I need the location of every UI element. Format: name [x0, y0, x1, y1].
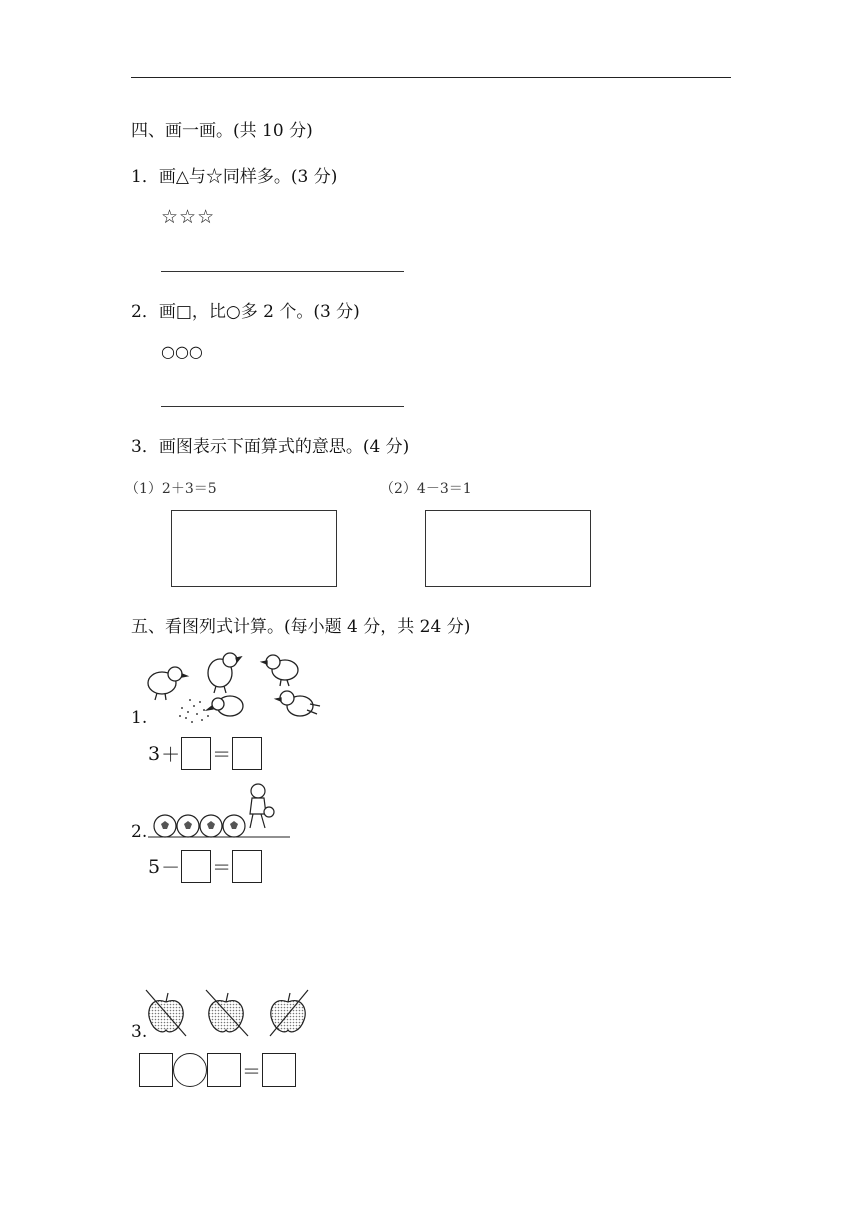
p2-number: 2. — [131, 822, 148, 842]
p3-operator-circle[interactable] — [173, 1053, 207, 1087]
plus-sign: ＋ — [161, 744, 181, 766]
q2-text: 2．画□，比○多 2 个。(3 分) — [131, 302, 360, 322]
p1-first-number: 3 — [148, 742, 161, 765]
equals-sign: ＝ — [212, 744, 232, 766]
p2-answer-box-1[interactable] — [181, 850, 211, 883]
q3-part2-drawing-box[interactable] — [425, 510, 591, 587]
section5-heading: 五、看图列式计算。(每小题 4 分，共 24 分) — [131, 617, 471, 637]
p3-answer-box-2[interactable] — [207, 1053, 241, 1087]
q2-circles: ○○○ — [161, 342, 203, 361]
equals-sign: ＝ — [212, 857, 232, 879]
p1-answer-box-2[interactable] — [232, 737, 262, 770]
q1-answer-line[interactable] — [161, 271, 404, 272]
q1-stars: ☆☆☆ — [161, 206, 216, 228]
p2-answer-box-2[interactable] — [232, 850, 262, 883]
q3-part2-label: （2）4－3＝1 — [380, 481, 472, 497]
p3-number: 3. — [131, 1022, 148, 1042]
q3-part1-drawing-box[interactable] — [171, 510, 337, 587]
p1-equation — [148, 737, 262, 770]
p3-answer-box-1[interactable] — [139, 1053, 173, 1087]
p1-answer-box-1[interactable] — [181, 737, 211, 770]
q1-text: 1．画△与☆同样多。(3 分) — [131, 167, 338, 187]
q3-text: 3．画图表示下面算式的意思。(4 分) — [131, 437, 410, 457]
p2-equation — [148, 850, 262, 883]
p1-number: 1. — [131, 708, 148, 728]
top-rule — [131, 77, 731, 78]
p3-equation — [139, 1053, 296, 1087]
chicks-picture — [142, 648, 327, 726]
p2-first-number: 5 — [148, 855, 161, 878]
minus-sign: － — [161, 857, 181, 879]
soccer-balls-picture — [148, 782, 292, 840]
q2-answer-line[interactable] — [161, 406, 404, 407]
p3-answer-box-3[interactable] — [262, 1053, 296, 1087]
crossed-apples-picture — [142, 988, 314, 1038]
section4-heading: 四、画一画。(共 10 分) — [131, 121, 313, 141]
q3-part1-label: （1）2＋3＝5 — [125, 481, 217, 497]
equals-sign: ＝ — [242, 1060, 262, 1083]
